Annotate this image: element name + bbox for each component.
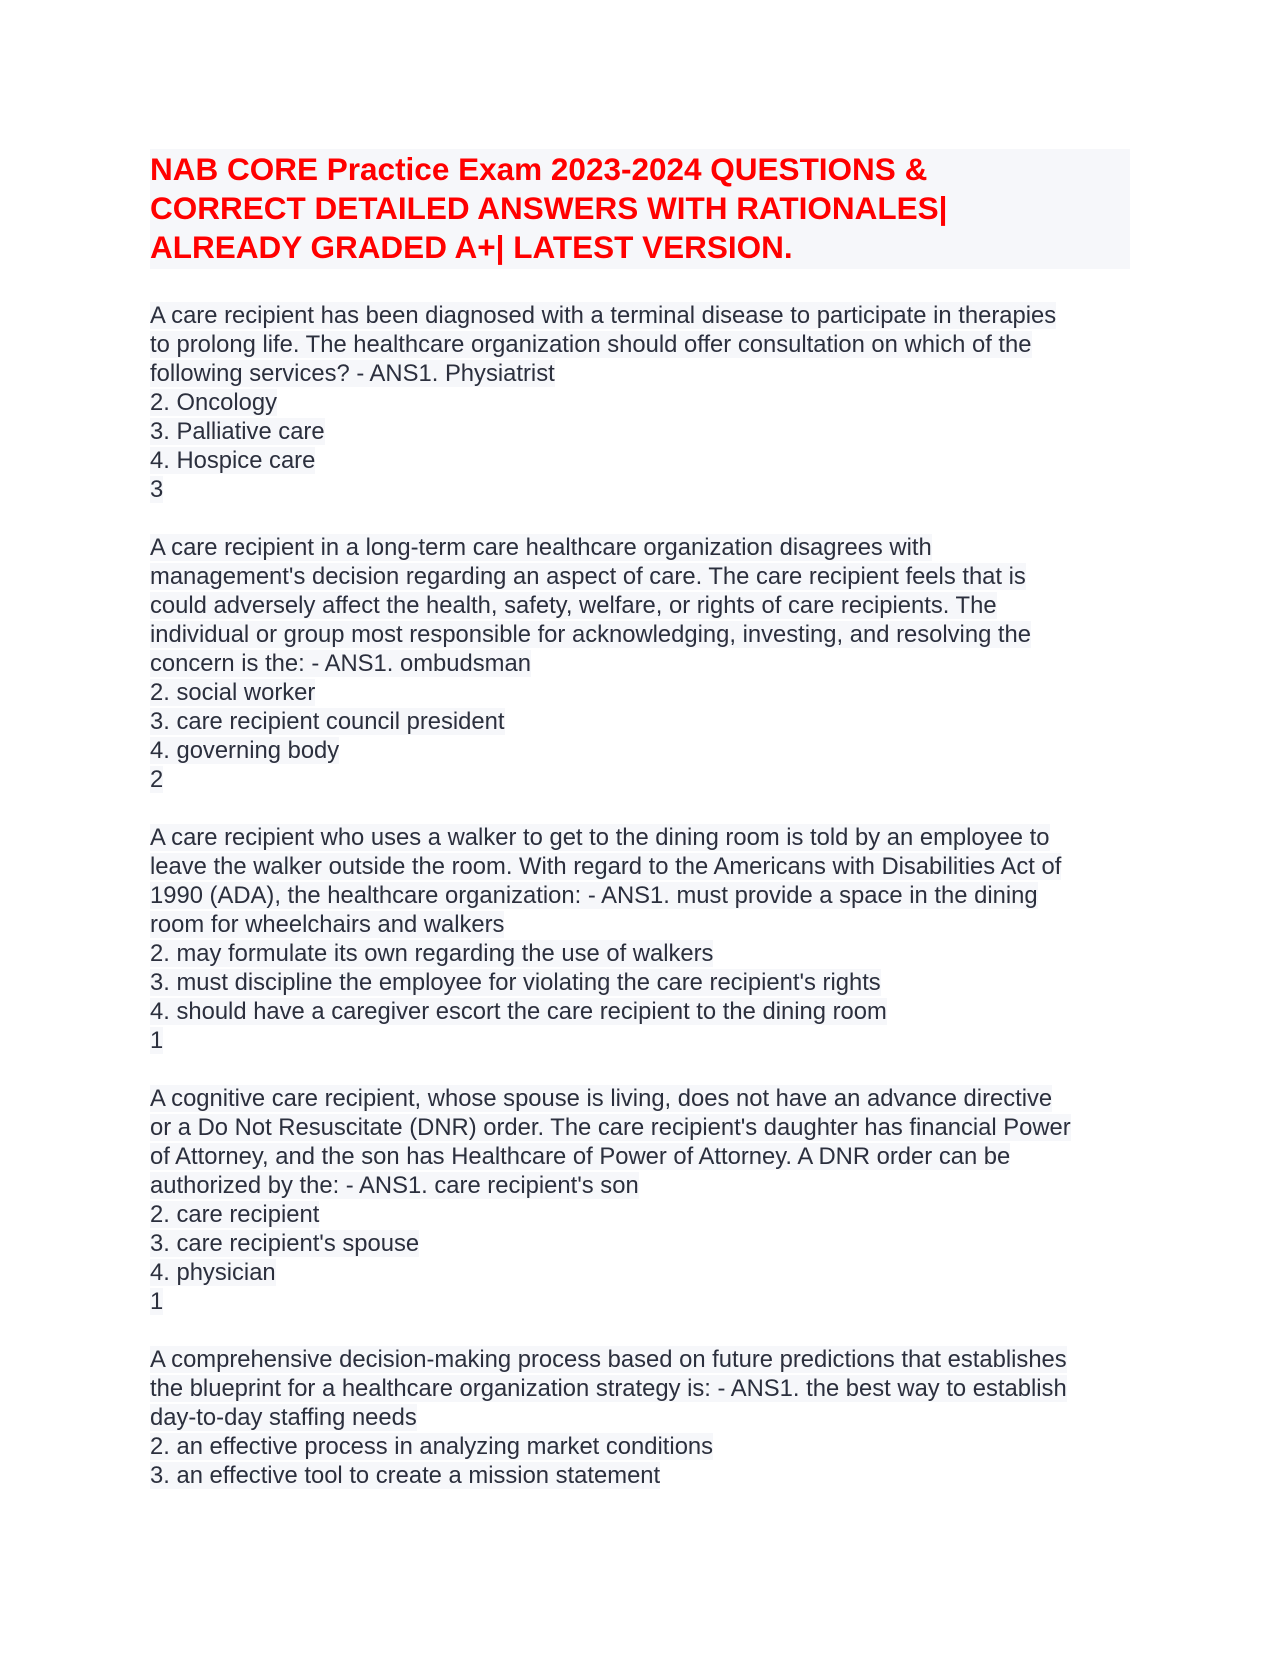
text-run: 1990 (ADA), the healthcare organization: - ANS1. must provide a space in the dining bbox=[150, 882, 1038, 909]
text-run: individual or group most responsible for acknowledging, investing, and resolving the bbox=[150, 621, 1031, 648]
document-title: NAB CORE Practice Exam 2023-2024 QUESTIONS & CORRECT DETAILED ANSWERS WITH RATIONALES| ALREADY GRADED A+| LATEST VERSION. bbox=[150, 151, 948, 265]
title-block bbox=[150, 149, 1130, 269]
answer-line bbox=[150, 1432, 1130, 1461]
text-run: management's decision regarding an aspect of care. The care recipient feels that is bbox=[150, 563, 1026, 590]
answer-line bbox=[150, 910, 1130, 939]
answer-line bbox=[150, 1026, 1130, 1055]
question-text-line bbox=[150, 301, 1130, 330]
answer-line bbox=[150, 1461, 1130, 1490]
text-run: A care recipient has been diagnosed with a terminal disease to participate in therapies bbox=[150, 302, 1057, 329]
text-run: 2 bbox=[150, 766, 164, 793]
text-run: 4. should have a caregiver escort the care recipient to the dining room bbox=[150, 998, 887, 1025]
answer-line bbox=[150, 736, 1130, 765]
answer-line bbox=[150, 852, 1130, 881]
text-run: 3. must discipline the employee for violating the care recipient's rights bbox=[150, 969, 881, 996]
text-run: following services? - ANS1. Physiatrist bbox=[150, 360, 555, 387]
text-run: 2. care recipient bbox=[150, 1201, 320, 1228]
text-run: 2. may formulate its own regarding the use of walkers bbox=[150, 940, 714, 967]
answer-line bbox=[150, 1113, 1130, 1142]
answer-line bbox=[150, 1374, 1130, 1403]
answer-line bbox=[150, 475, 1130, 504]
text-run: authorized by the: - ANS1. care recipient's son bbox=[150, 1172, 639, 1199]
answer-line bbox=[150, 678, 1130, 707]
question-text-line bbox=[150, 533, 1130, 562]
question-list bbox=[150, 301, 1130, 1490]
text-run: A cognitive care recipient, whose spouse is living, does not have an advance directive bbox=[150, 1085, 1053, 1112]
text-run: A care recipient in a long-term care healthcare organization disagrees with bbox=[150, 534, 932, 561]
answer-line bbox=[150, 330, 1130, 359]
text-run: the blueprint for a healthcare organization strategy is: - ANS1. the best way to establish bbox=[150, 1375, 1067, 1402]
document-content bbox=[150, 149, 1130, 1519]
text-run: concern is the: - ANS1. ombudsman bbox=[150, 650, 531, 677]
answer-line bbox=[150, 620, 1130, 649]
answer-line bbox=[150, 997, 1130, 1026]
text-run: leave the walker outside the room. With regard to the Americans with Disabilities Act of bbox=[150, 853, 1062, 880]
answer-line bbox=[150, 765, 1130, 794]
answer-line bbox=[150, 417, 1130, 446]
text-run: day-to-day staffing needs bbox=[150, 1404, 417, 1431]
answer-line bbox=[150, 1171, 1130, 1200]
text-run: 4. governing body bbox=[150, 737, 340, 764]
text-run: room for wheelchairs and walkers bbox=[150, 911, 505, 938]
answer-line bbox=[150, 1287, 1130, 1316]
answer-line bbox=[150, 446, 1130, 475]
question-block bbox=[150, 1084, 1130, 1316]
text-run: 1 bbox=[150, 1027, 164, 1054]
question-block bbox=[150, 1345, 1130, 1490]
question-block bbox=[150, 823, 1130, 1055]
question-text-line bbox=[150, 1345, 1130, 1374]
answer-line bbox=[150, 359, 1130, 388]
answer-line bbox=[150, 649, 1130, 678]
question-text-line bbox=[150, 1084, 1130, 1113]
text-run: A comprehensive decision-making process based on future predictions that establishes bbox=[150, 1346, 1067, 1373]
answer-line bbox=[150, 1200, 1130, 1229]
answer-line bbox=[150, 562, 1130, 591]
answer-line bbox=[150, 1229, 1130, 1258]
answer-line bbox=[150, 968, 1130, 997]
answer-line bbox=[150, 707, 1130, 736]
answer-line bbox=[150, 591, 1130, 620]
question-block bbox=[150, 301, 1130, 504]
question-block bbox=[150, 533, 1130, 794]
answer-line bbox=[150, 1403, 1130, 1432]
text-run: 3. an effective tool to create a mission statement bbox=[150, 1462, 661, 1489]
text-run: 2. social worker bbox=[150, 679, 316, 706]
text-run: A care recipient who uses a walker to get to the dining room is told by an employee to bbox=[150, 824, 1050, 851]
answer-line bbox=[150, 881, 1130, 910]
text-run: 3 bbox=[150, 476, 164, 503]
text-run: 3. Palliative care bbox=[150, 418, 325, 445]
text-run: could adversely affect the health, safety, welfare, or rights of care recipients. The bbox=[150, 592, 997, 619]
text-run: 1 bbox=[150, 1288, 164, 1315]
question-text-line bbox=[150, 823, 1130, 852]
answer-line bbox=[150, 939, 1130, 968]
text-run: or a Do Not Resuscitate (DNR) order. The care recipient's daughter has financial Power bbox=[150, 1114, 1071, 1141]
answer-line bbox=[150, 388, 1130, 417]
text-run: 4. physician bbox=[150, 1259, 276, 1286]
text-run: 2. an effective process in analyzing market conditions bbox=[150, 1433, 714, 1460]
text-run: 3. care recipient's spouse bbox=[150, 1230, 420, 1257]
text-run: of Attorney, and the son has Healthcare of Power of Attorney. A DNR order can be bbox=[150, 1143, 1011, 1170]
text-run: 3. care recipient council president bbox=[150, 708, 505, 735]
text-run: 4. Hospice care bbox=[150, 447, 316, 474]
text-run: 2. Oncology bbox=[150, 389, 277, 416]
answer-line bbox=[150, 1258, 1130, 1287]
answer-line bbox=[150, 1142, 1130, 1171]
text-run: to prolong life. The healthcare organization should offer consultation on which of the bbox=[150, 331, 1032, 358]
